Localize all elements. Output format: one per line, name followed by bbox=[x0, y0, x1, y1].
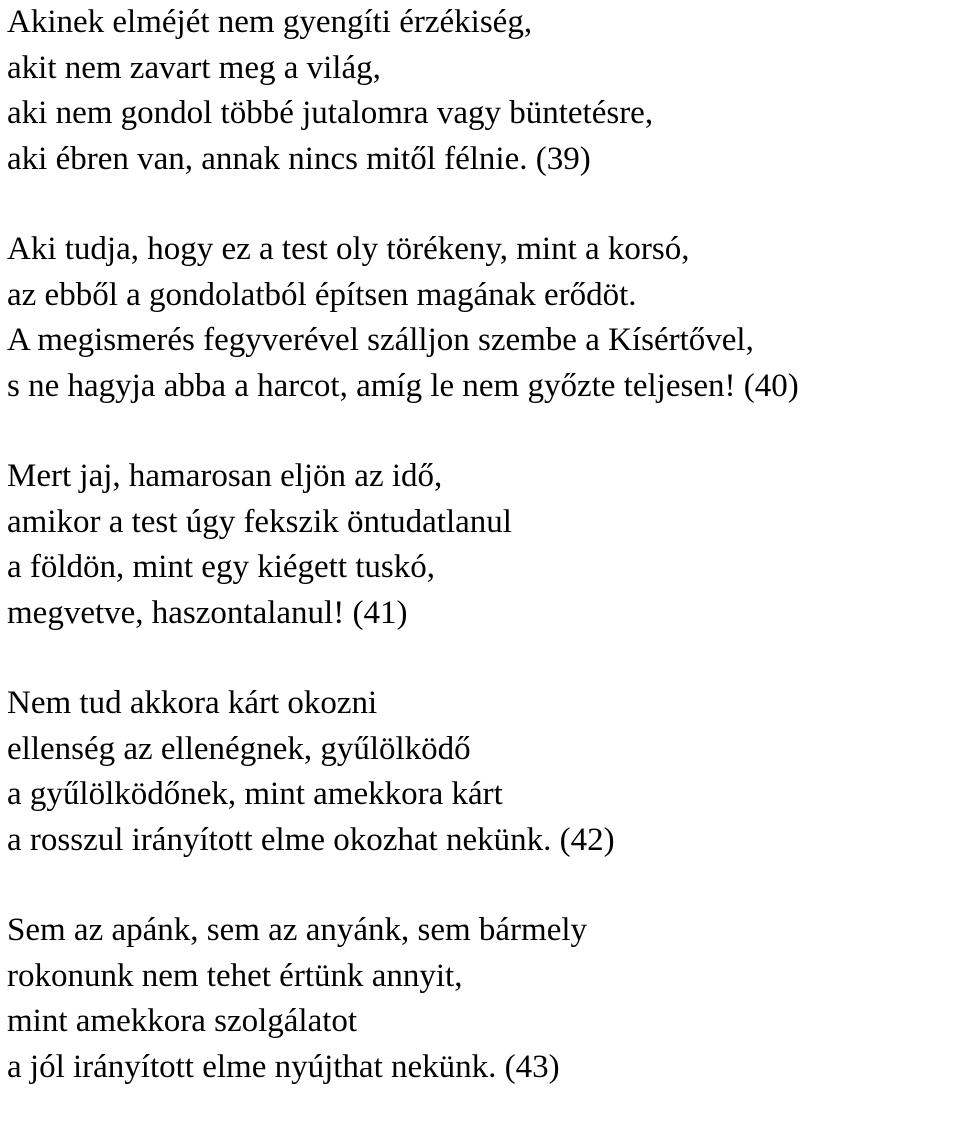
stanza-42 bbox=[7, 681, 957, 863]
poem-line: mint amekkora szolgálatot bbox=[7, 1003, 358, 1039]
poem-line: ellenség az ellenégnek, gyűlölködő bbox=[7, 730, 471, 767]
poem-line: a rosszul irányított elme okozhat nekünk. (42) bbox=[7, 821, 615, 858]
stanza-43 bbox=[7, 908, 957, 1090]
poem-line: aki nem gondol többé jutalomra vagy büntetésre, bbox=[7, 95, 654, 131]
stanza-39 bbox=[7, 0, 957, 182]
poem-line: a jól irányított elme nyújthat nekünk. (43) bbox=[7, 1048, 560, 1085]
poem-line: s ne hagyja abba a harcot, amíg le nem győzte teljesen! (40) bbox=[7, 367, 799, 404]
poem-line: aki ébren van, annak nincs mitől félnie. (39) bbox=[7, 140, 591, 177]
poem-line: az ebből a gondolatból építsen magának erődöt. bbox=[7, 276, 637, 313]
poem-line: a gyűlölködőnek, mint amekkora kárt bbox=[7, 776, 503, 812]
poem-line: a földön, mint egy kiégett tuskó, bbox=[7, 549, 436, 585]
poem-line: Aki tudja, hogy ez a test oly törékeny, mint a korsó, bbox=[7, 231, 690, 267]
poem-line: Akinek elméjét nem gyengíti érzékiség, bbox=[7, 4, 533, 40]
poem-line: Nem tud akkora kárt okozni bbox=[7, 685, 378, 721]
poem-line: Sem az apánk, sem az anyánk, sem bármely bbox=[7, 912, 588, 948]
poem-line: A megismerés fegyverével szálljon szembe a Kísértővel, bbox=[7, 322, 754, 358]
poem-line: megvetve, haszontalanul! (41) bbox=[7, 594, 408, 631]
poem-line: Mert jaj, hamarosan eljön az idő, bbox=[7, 458, 443, 494]
poem-line: amikor a test úgy fekszik öntudatlanul bbox=[7, 503, 512, 540]
poem-page bbox=[7, 0, 957, 1135]
poem-line: rokonunk nem tehet értünk annyit, bbox=[7, 957, 463, 994]
stanza-41 bbox=[7, 454, 957, 636]
poem-line: akit nem zavart meg a világ, bbox=[7, 49, 381, 86]
stanza-40 bbox=[7, 227, 957, 409]
